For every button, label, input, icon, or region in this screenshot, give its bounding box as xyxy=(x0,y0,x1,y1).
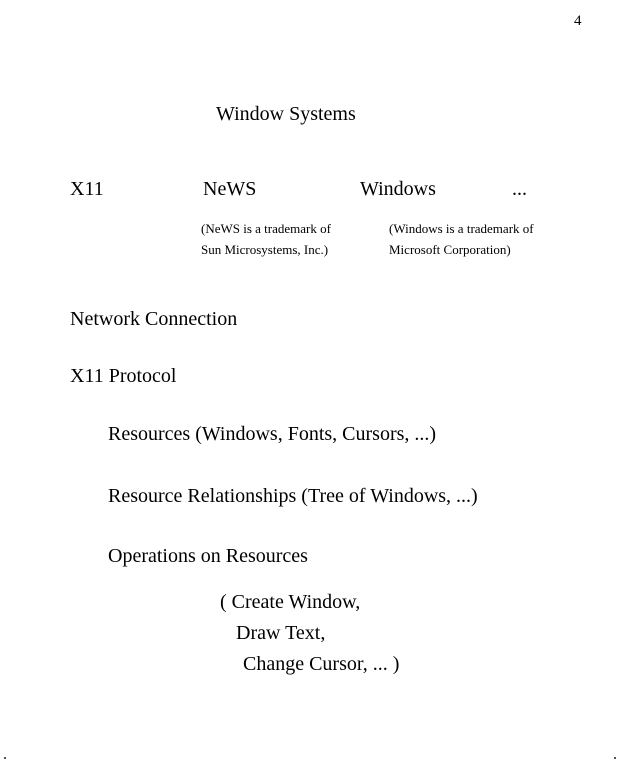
system-ellipsis: ... xyxy=(512,178,527,200)
windows-trademark-line-2: Microsoft Corporation) xyxy=(389,242,511,257)
operation-draw-text: Draw Text, xyxy=(236,622,326,644)
news-trademark-line-2: Sun Microsystems, Inc.) xyxy=(201,242,329,257)
system-news: NeWS xyxy=(203,178,257,200)
operation-create-window: ( Create Window, xyxy=(220,591,361,613)
system-x11: X11 xyxy=(70,178,104,200)
x11-protocol: X11 Protocol xyxy=(70,365,177,387)
corner-mark-left xyxy=(4,757,6,759)
windows-trademark-line-1: (Windows is a trademark of xyxy=(389,221,534,236)
operation-change-cursor: Change Cursor, ... ) xyxy=(243,653,400,675)
corner-mark-right xyxy=(614,757,616,759)
operations-item: Operations on Resources xyxy=(108,545,308,567)
resources-item: Resources (Windows, Fonts, Cursors, ...) xyxy=(108,423,437,445)
network-connection: Network Connection xyxy=(70,308,238,330)
news-trademark-line-1: (NeWS is a trademark of xyxy=(201,221,331,236)
page-number: 4 xyxy=(574,13,582,29)
relationships-item: Resource Relationships (Tree of Windows, ...) xyxy=(108,485,478,507)
system-windows: Windows xyxy=(360,178,436,200)
page-title: Window Systems xyxy=(216,103,356,125)
